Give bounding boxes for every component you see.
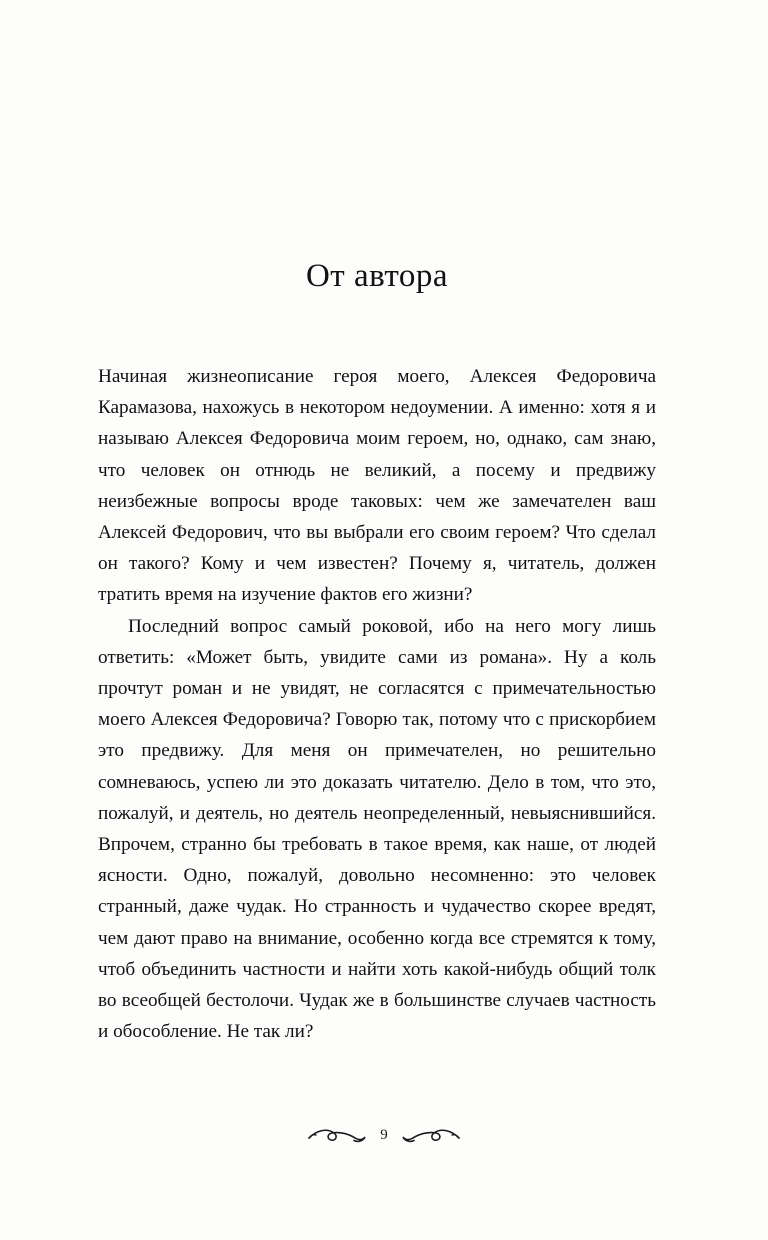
page-number: 9 (380, 1126, 388, 1143)
body-text (98, 361, 656, 1047)
flourish-left-icon (307, 1124, 369, 1146)
page-footer (0, 1124, 768, 1146)
chapter-title: От автора (305, 258, 449, 294)
paragraph-1: Начиная жизнеописание героя моего, Алексея Федоровича Карамазова, нахожусь в некотором недоумении. А именно: хотя я и называю Алексея Федоровича моим героем, но, однако, сам знаю, что человек он отнюдь не великий, а посему и предвижу неизбежные вопросы вроде таковых: чем же замечателен ваш Алексей Федорович, что вы выбрали его своим героем? Что сделал он такого? Кому и чем известен? Почему я, читатель, должен тратить время на изучение фактов его жизни? (98, 366, 656, 606)
paragraph-2: Последний вопрос самый роковой, ибо на него могу лишь ответить: «Может быть, увидите сами из романа». Ну а коль прочтут роман и не увидят, не согласятся с примечательностью моего Алексея Федоровича? Говорю так, потому что с прискорбием это предвижу. Для меня он примечателен, но решительно сомневаюсь, успею ли это доказать читателю. Дело в том, что это, пожалуй, и деятель, но деятель неопределенный, невыяснившийся. Впрочем, странно бы требовать в такое время, как наше, от людей ясности. Одно, пожалуй, довольно несомненно: это человек странный, даже чудак. Но странность и чудачество скорее вредят, чем дают право на внимание, особенно когда все стремятся к тому, чтоб объединить частности и найти хоть какой-нибудь общий толк во всеобщей бестолочи. Чудак же в большинстве случаев частность и обособление. Не так ли? (98, 615, 656, 1043)
flourish-right-icon (399, 1124, 461, 1146)
page-content (98, 0, 656, 1047)
